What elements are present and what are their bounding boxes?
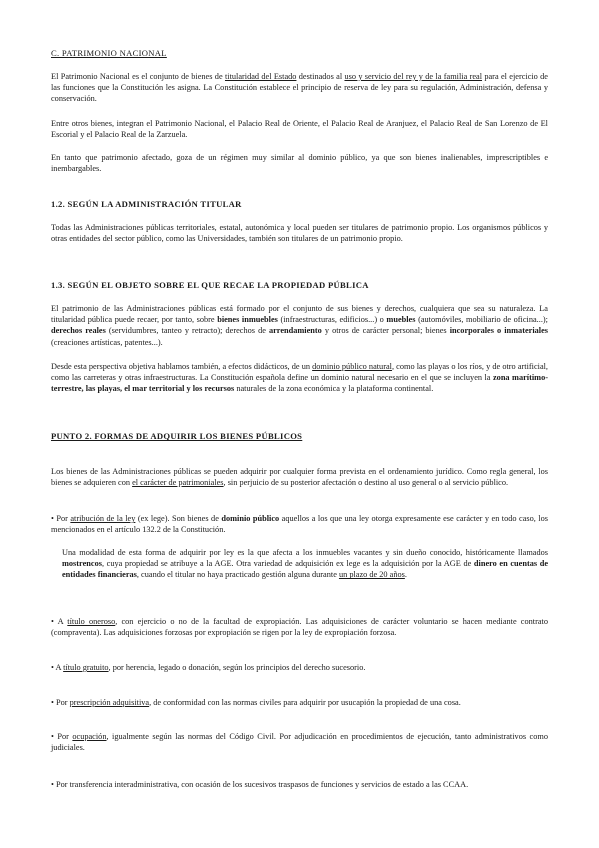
punto-2-intro: Los bienes de las Administraciones públicas se pueden adquirir por cualquier forma prevista en el ordenamiento jurídico. Como regla general, los bienes se adquieren con el carácter de patrimoniales, sin perjuicio de su posterior afectación o destino al uso general o al servicio público.	[51, 467, 548, 488]
section-1-3-paragraph-2: Desde esta perspectiva objetiva hablamos también, a efectos didácticos, de un dominio público natural, como las playas o los ríos, y de otro artificial, como las carreteras y otras infraestructuras. La Constitución española define un dominio natural necesario en el que se incluyen la zona marítimo-terrestre, las playas, el mar territorial y los recursos naturales de la zona económica y la plataforma continental.	[51, 362, 549, 394]
section-1-2-heading: 1.2. SEGÚN LA ADMINISTRACIÓN TITULAR	[51, 199, 242, 209]
section-c-paragraph-2: Entre otros bienes, integran el Patrimonio Nacional, el Palacio Real de Oriente, el Palacio Real de Aranjuez, el Palacio Real de San Lorenzo de El Escorial y el Palacio Real de la Zarzuela.	[51, 119, 548, 140]
section-c-paragraph-3: En tanto que patrimonio afectado, goza de un régimen muy similar al dominio público, ya que son bienes inalienables, imprescriptibles e inembargables.	[51, 153, 548, 174]
bullet-prescripcion-adquisitiva: • Por prescripción adquisitiva, de conformidad con las normas civiles para adquirir por usucapión la propiedad de una cosa.	[51, 698, 461, 707]
section-c-paragraph-1: El Patrimonio Nacional es el conjunto de bienes de titularidad del Estado destinados al uso y servicio del rey y de la familia real para el ejercicio de las funciones que la Constitución les asigna. La Constitución establece el principio de reserva de ley para su regulación, Administración, defensa y conservación.	[51, 72, 548, 104]
bullet-ocupacion: • Por ocupación, igualmente según las normas del Código Civil. Por adjudicación en procedimientos de ejecución, tanto administrativos como judiciales.	[51, 732, 548, 753]
section-1-3-heading: 1.3. SEGÚN EL OBJETO SOBRE EL QUE RECAE LA PROPIEDAD PÚBLICA	[51, 280, 369, 290]
section-c-heading: C. PATRIMONIO NACIONAL	[51, 48, 167, 58]
bullet-titulo-gratuito: • A título gratuito, por herencia, legado o donación, según los principios del derecho sucesorio.	[51, 663, 366, 672]
section-1-3-paragraph-1: El patrimonio de las Administraciones públicas está formado por el conjunto de sus bienes y derechos, cualquiera que sea su naturaleza. La titularidad pública puede recaer, por tanto, sobre bienes inmuebles (infraestructuras, edificios...) o muebles (automóviles, mobiliario de oficina...); derechos reales (servidumbres, tanteo y retracto); derechos de arrendamiento y otros de carácter personal; bienes incorporales o inmateriales (creaciones artísticas, patentes...).	[51, 304, 548, 347]
punto-2-heading: PUNTO 2. FORMAS DE ADQUIRIR LOS BIENES PÚBLICOS	[51, 431, 303, 441]
bullet-atribucion-ley-detail: Una modalidad de esta forma de adquirir por ley es la que afecta a los inmuebles vacantes y sin dueño conocido, históricamente llamados mostrencos, cuya propiedad se atribuye a la AGE. Otra variedad de adquisición ex lege es la adquisición por la AGE de dinero en cuentas de entidades financieras, cuando el titular no haya practicado gestión alguna durante un plazo de 20 años.	[62, 548, 548, 580]
bullet-atribucion-ley: • Por atribución de la ley (ex lege). Son bienes de dominio público aquellos a los que una ley otorga expresamente ese carácter y en todo caso, los mencionados en el artículo 132.2 de la Constitución.	[51, 514, 548, 535]
bullet-titulo-oneroso: • A título oneroso, con ejercicio o no de la facultad de expropiación. Las adquisiciones de carácter voluntario se hacen mediante contrato (compraventa). Las adquisiciones forzosas por expropiación se rigen por la ley de expropiación forzosa.	[51, 617, 548, 638]
bullet-transferencia: • Por transferencia interadministrativa, con ocasión de los sucesivos traspasos de funciones y servicios de estado a las CCAA.	[51, 780, 469, 789]
section-1-2-paragraph: Todas las Administraciones públicas territoriales, estatal, autonómica y local pueden ser titulares de patrimonio propio. Los organismos públicos y otras entidades del sector público, como las Universidades, también son titulares de un patrimonio propio.	[51, 223, 548, 244]
